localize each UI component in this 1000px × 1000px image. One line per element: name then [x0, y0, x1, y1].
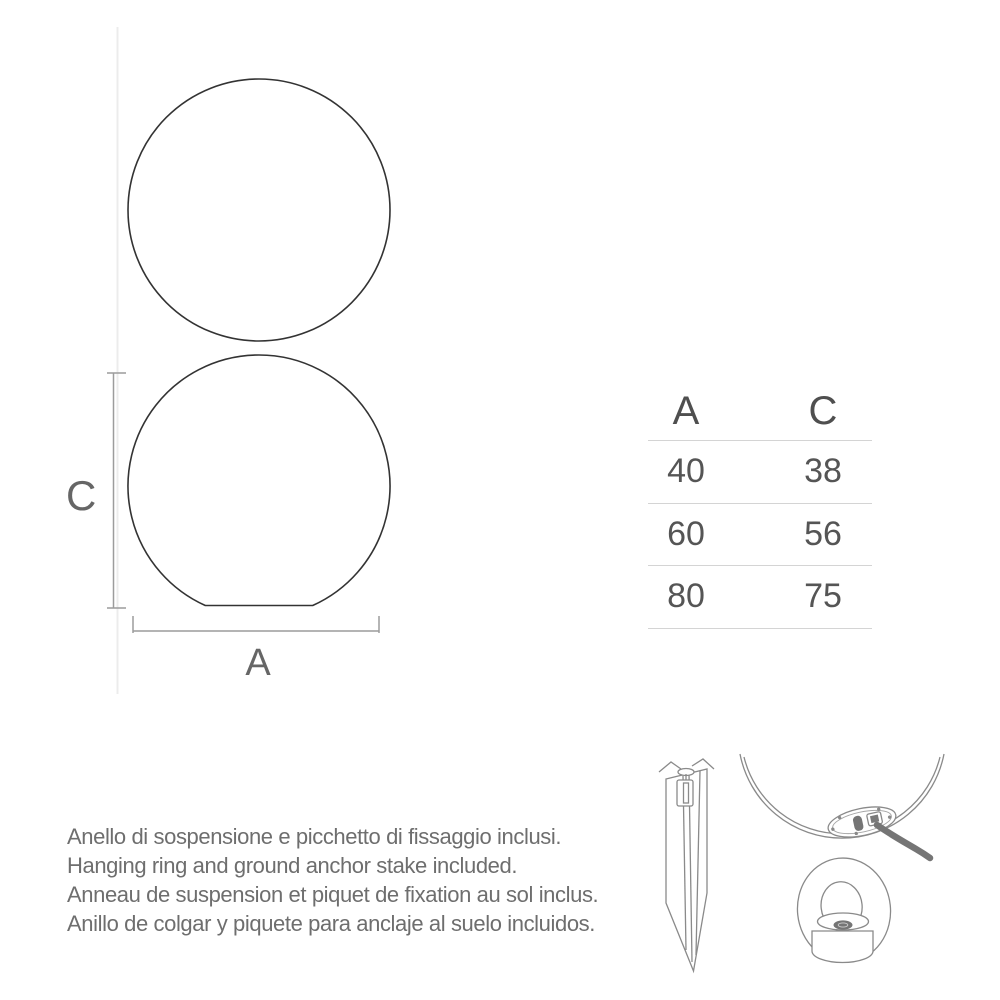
size-a-value: 40	[667, 452, 705, 491]
note-line-italian: Anello di sospensione e picchetto di fissaggio inclusi.	[67, 824, 562, 849]
a-dimension-line	[133, 616, 379, 633]
size-c-value: 38	[804, 452, 842, 491]
a-dimension-label: A	[245, 642, 271, 684]
table-row	[648, 504, 872, 567]
power-cable	[877, 825, 930, 858]
size-a-value: 80	[667, 577, 705, 616]
sphere-base-cable-icon	[740, 754, 944, 858]
base-plate	[825, 802, 898, 843]
note-line-french: Anneau de suspension et piquet de fixation au sol inclus.	[67, 882, 599, 907]
c-dimension-label: C	[66, 472, 97, 519]
included-items-notes	[67, 822, 627, 938]
ground-anchor-stake-icon	[659, 759, 714, 971]
size-table-header-a: A	[672, 388, 700, 433]
size-a-value: 60	[667, 514, 705, 553]
size-table-header-row	[648, 382, 872, 441]
size-table-header-c: C	[808, 388, 838, 433]
ring-base-hole	[834, 920, 853, 929]
size-c-value: 56	[804, 514, 842, 553]
sphere-flat-base-outline	[128, 355, 390, 605]
sphere-front-view-outline	[128, 79, 390, 341]
size-table	[648, 382, 872, 629]
table-row	[648, 441, 872, 504]
note-line-spanish: Anillo de colgar y piquete para anclaje al suelo incluidos.	[67, 911, 595, 936]
note-line-english: Hanging ring and ground anchor stake included.	[67, 853, 518, 878]
size-c-value: 75	[804, 577, 842, 616]
hanging-ring-icon	[792, 853, 895, 966]
table-row	[648, 566, 872, 629]
ring-base	[812, 931, 873, 963]
